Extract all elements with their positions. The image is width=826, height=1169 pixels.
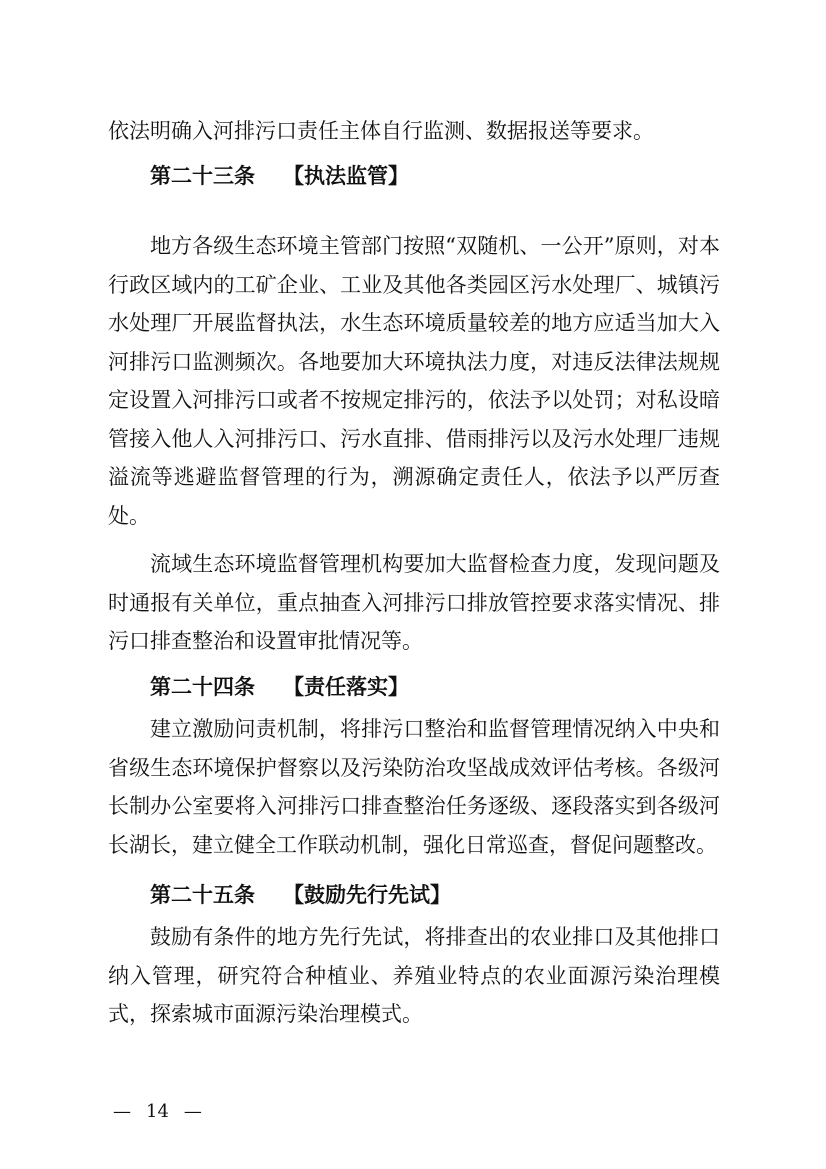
article-23-paragraph-1: 地方各级生态环境主管部门按照“双随机、一公开”原则，对本行政区域内的工矿企业、工业及其他各类园区污水处理厂、城镇污水处理厂开展监督执法，水生态环境质量较差的地方应适当加大入河排污口监测频次。各地要加大环境执法力度，对违反法律法规规定设置入河排污口或者不按规定排污的，依法予以处罚；对私设暗管接入他人入河排污口、污水直排、借雨排污以及污水处理厂违规溢流等逃避监督管理的行为，溯源确定责任人，依法予以严厉查处。 (108, 234, 720, 528)
article-24-heading (150, 668, 720, 707)
footer-dash-left: — (113, 1101, 131, 1122)
page-number: 14 (146, 1101, 169, 1122)
footer-dash-right: — (183, 1101, 202, 1122)
article-24-paragraph: 建立激励问责机制，将排污口整治和监督管理情况纳入中央和省级生态环境保护督察以及污染防治攻坚战成效评估考核。各级河长制办公室要将入河排污口排查整治任务逐级、逐段落实到各级河长湖长，建立健全工作联动机制，强化日常巡查，督促问题整改。 (108, 717, 720, 857)
article-23-title: 【执法监管】 (283, 164, 409, 188)
article-23-heading (150, 157, 720, 196)
article-25-heading (150, 876, 720, 915)
page-footer (108, 1100, 207, 1124)
article-25-title: 【鼓励先行先试】 (283, 883, 451, 907)
article-25-paragraph: 鼓励有条件的地方先行先试，将排查出的农业排口及其他排口纳入管理，研究符合种植业、养殖业特点的农业面源污染治理模式，探索城市面源污染治理模式。 (108, 925, 720, 1026)
article-24-title: 【责任落实】 (283, 675, 409, 699)
article-24-number: 第二十四条 (150, 675, 255, 699)
article-25-number: 第二十五条 (150, 883, 255, 907)
paragraph-continuation: 依法明确入河排污口责任主体自行监测、数据报送等要求。 (108, 119, 654, 143)
article-23-number: 第二十三条 (150, 164, 255, 188)
article-23-paragraph-2: 流域生态环境监督管理机构要加大监督检查力度，发现问题及时通报有关单位，重点抽查入河排污口排放管控要求落实情况、排污口排查整治和设置审批情况等。 (108, 552, 720, 653)
